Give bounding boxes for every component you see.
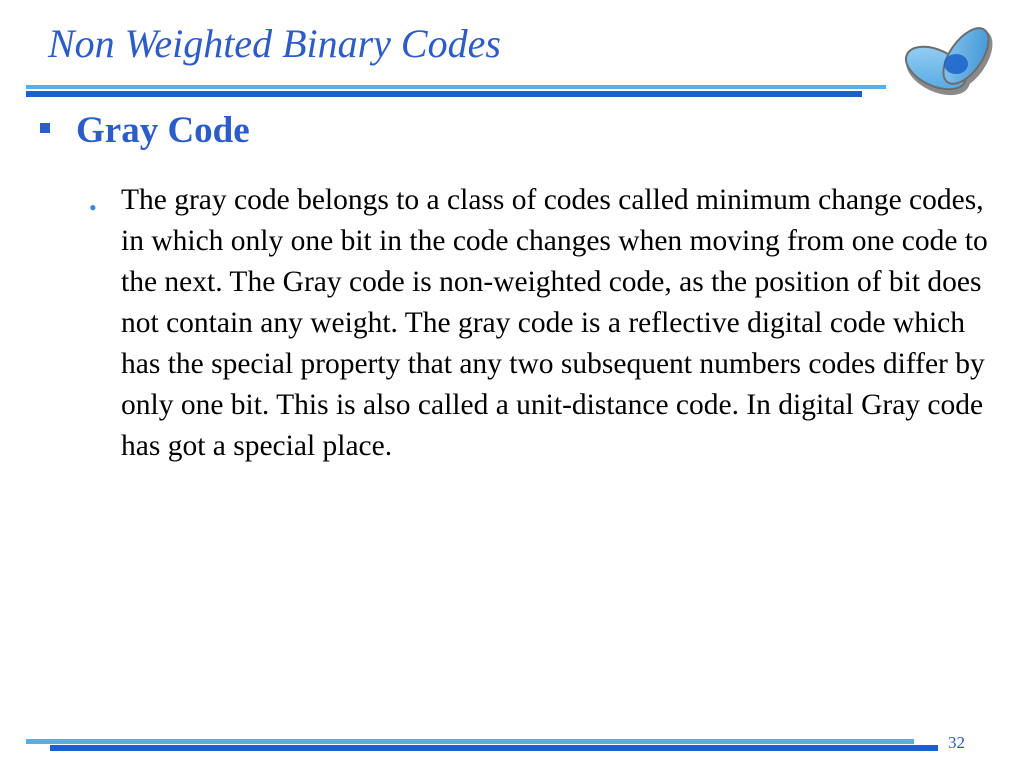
page-number: 32 xyxy=(948,733,965,752)
bottom-divider-dark xyxy=(50,745,938,751)
slide-title: Non Weighted Binary Codes xyxy=(48,21,501,66)
round-bullet-icon: • xyxy=(89,195,97,220)
bottom-divider-light xyxy=(26,739,914,744)
logo-overlap xyxy=(944,54,968,74)
section-heading: Gray Code xyxy=(76,110,250,151)
bullet-paragraph: The gray code belongs to a class of codes called minimum change codes, in which only one bit in the code changes when moving from one code to the next. The Gray code is non-weighted code, as the position of bit does not contain any weight. The gray code is a reflective digital code which has the special property that any two subsequent numbers codes differ by only one bit. This is also called a unit-distance code. In digital Gray code has got a special place. xyxy=(121,184,988,462)
top-divider-light xyxy=(26,85,886,89)
top-divider-dark xyxy=(26,91,862,97)
square-bullet-icon xyxy=(40,123,50,133)
overlapping-ellipses-logo xyxy=(900,14,1004,104)
